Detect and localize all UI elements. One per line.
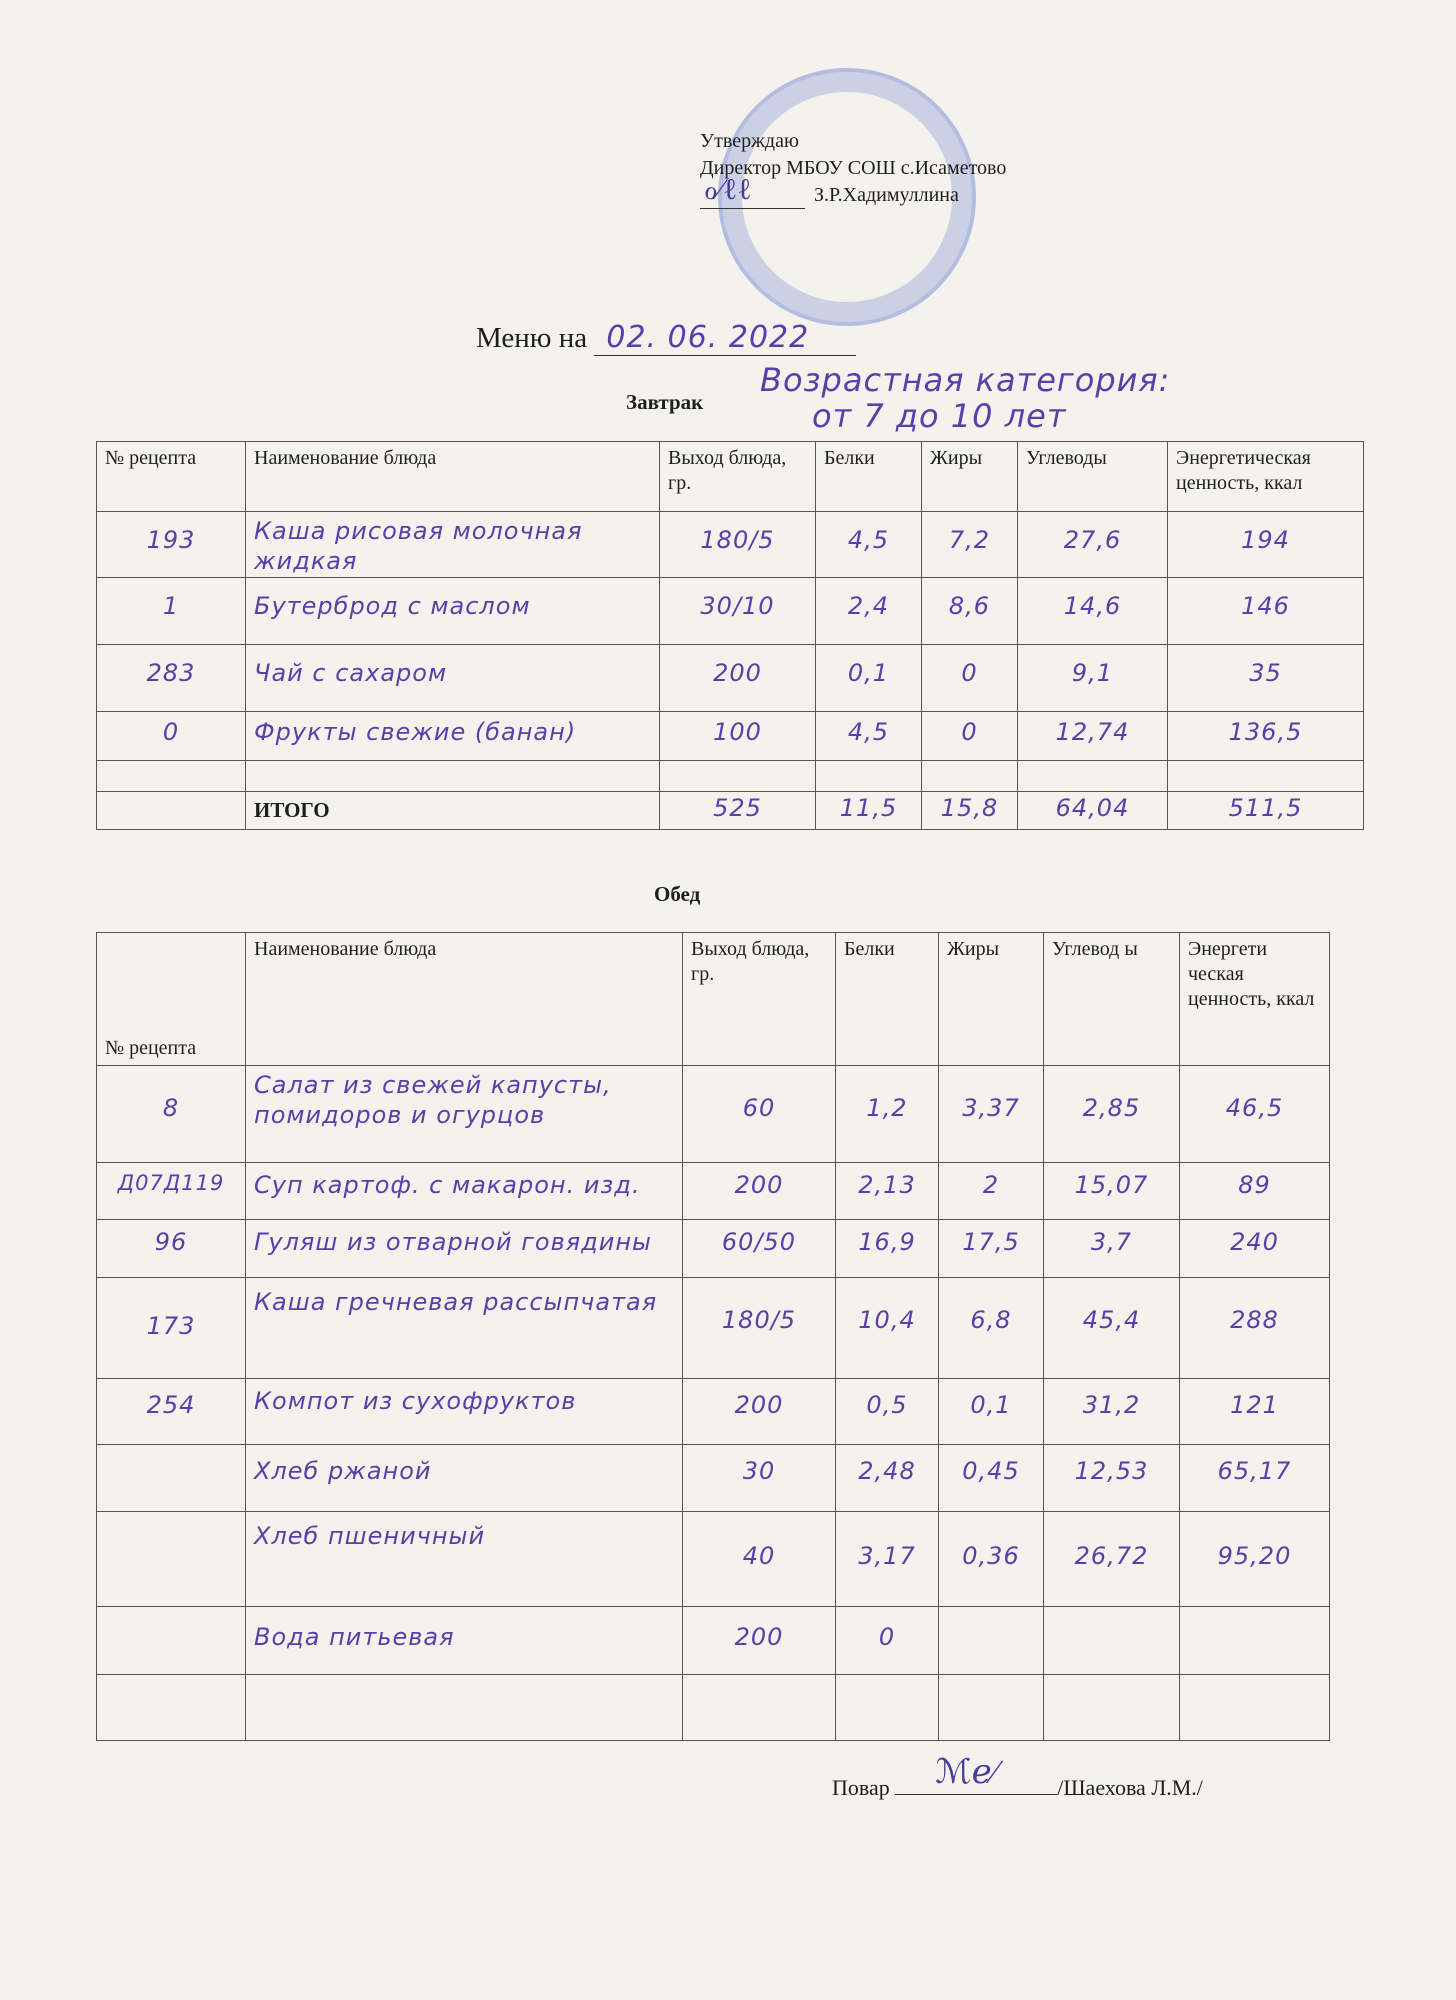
yield: 200	[713, 659, 762, 687]
fat: 3,37	[962, 1094, 1020, 1122]
recipe-no: 1	[162, 592, 180, 620]
table-row	[97, 1512, 1330, 1607]
carbs: 15,07	[1074, 1171, 1149, 1199]
energy: 194	[1241, 526, 1290, 554]
carbs: 9,1	[1071, 659, 1114, 687]
director-signature: ℴ∕ℓℓ	[704, 173, 752, 206]
table-row	[97, 1220, 1330, 1278]
yield: 30/10	[700, 592, 775, 620]
director-name: З.Р.Хадимуллина	[814, 184, 959, 206]
fat: 8,6	[948, 592, 991, 620]
dish-name: Фрукты свежие (банан)	[254, 718, 577, 746]
protein: 0	[878, 1623, 896, 1651]
protein: 0,5	[866, 1391, 908, 1419]
recipe-no: 8	[162, 1094, 180, 1122]
header-carbs: Углеводы	[1018, 442, 1168, 512]
fat: 6,8	[970, 1306, 1012, 1334]
director-title: Директор МБОУ СОШ с.Исаметово	[700, 157, 1007, 179]
approval-block	[700, 128, 1006, 209]
breakfast-header-row	[97, 442, 1364, 512]
breakfast-total-row	[97, 792, 1364, 830]
approve-label: Утверждаю	[700, 130, 799, 152]
dish-name: Хлеб ржаной	[254, 1457, 432, 1485]
yield: 40	[742, 1542, 776, 1570]
recipe-no: 254	[146, 1391, 196, 1419]
dish-name: Суп картоф. с макарон. изд.	[254, 1171, 641, 1199]
protein: 16,9	[858, 1228, 916, 1256]
dish-name: Каша рисовая молочная жидкая	[254, 517, 583, 575]
header-carbs: Углевод ы	[1044, 933, 1180, 1066]
menu-title	[476, 320, 856, 356]
total-carbs: 64,04	[1055, 794, 1130, 822]
fat: 0,36	[962, 1542, 1020, 1570]
protein: 3,17	[858, 1542, 916, 1570]
yield: 200	[734, 1623, 784, 1651]
recipe-no: 193	[146, 526, 196, 554]
dish-name: Гуляш из отварной говядины	[254, 1228, 652, 1256]
energy: 46,5	[1225, 1094, 1284, 1122]
total-label: ИТОГО	[246, 792, 660, 830]
header-energy: Энергети ческая ценность, ккал	[1180, 933, 1330, 1066]
table-row	[97, 1066, 1330, 1163]
total-yield: 525	[713, 794, 762, 822]
table-row-empty	[97, 1675, 1330, 1741]
fat: 2	[982, 1171, 1000, 1199]
dish-name: Бутерброд с маслом	[254, 592, 531, 620]
header-fat: Жиры	[922, 442, 1018, 512]
header-energy: Энергетическая ценность, ккал	[1168, 442, 1364, 512]
fat: 0,45	[962, 1457, 1020, 1485]
yield: 30	[742, 1457, 776, 1485]
fat: 0,1	[970, 1391, 1012, 1419]
table-row	[97, 712, 1364, 761]
fat: 0	[961, 718, 978, 746]
header-dish-name: Наименование блюда	[246, 933, 683, 1066]
dish-name: Хлеб пшеничный	[254, 1522, 486, 1550]
energy: 240	[1230, 1228, 1279, 1256]
energy: 146	[1241, 592, 1290, 620]
yield: 100	[713, 718, 762, 746]
yield: 200	[734, 1171, 784, 1199]
protein: 2,48	[858, 1457, 916, 1485]
energy: 136,5	[1228, 718, 1303, 746]
carbs: 45,4	[1082, 1306, 1141, 1334]
director-signature-line	[700, 173, 805, 209]
protein: 2,13	[858, 1171, 916, 1199]
lunch-table	[96, 932, 1330, 1741]
table-row	[97, 1607, 1330, 1675]
table-row	[97, 645, 1364, 712]
dish-name: Вода питьевая	[254, 1623, 455, 1651]
recipe-no: 173	[146, 1312, 196, 1340]
fat: 17,5	[962, 1228, 1020, 1256]
header-recipe-no: № рецепта	[97, 933, 246, 1066]
dish-name: Салат из свежей капусты, помидоров и огурцов	[254, 1071, 612, 1129]
carbs: 3,7	[1090, 1228, 1133, 1256]
cook-label: Повар	[832, 1775, 890, 1800]
table-row	[97, 578, 1364, 645]
dish-name: Каша гречневая рассыпчатая	[254, 1288, 658, 1316]
header-yield: Выход блюда, гр.	[683, 933, 836, 1066]
fat: 0	[961, 659, 978, 687]
carbs: 14,6	[1063, 592, 1122, 620]
total-protein: 11,5	[839, 794, 898, 822]
cook-signature-line	[895, 1754, 1057, 1795]
carbs: 31,2	[1082, 1391, 1141, 1419]
table-row	[97, 1445, 1330, 1512]
cook-signature: ℳℯ∕	[935, 1754, 998, 1791]
yield: 60	[742, 1094, 776, 1122]
table-row-empty	[97, 761, 1364, 792]
protein: 10,4	[858, 1306, 916, 1334]
carbs: 12,53	[1074, 1457, 1149, 1485]
energy: 35	[1249, 659, 1282, 687]
age-category-line2: от 7 до 10 лет	[812, 397, 1067, 435]
header-fat: Жиры	[939, 933, 1044, 1066]
energy: 65,17	[1217, 1457, 1292, 1485]
protein: 4,5	[847, 718, 890, 746]
header-protein: Белки	[836, 933, 939, 1066]
cook-name: /Шаехова Л.М./	[1057, 1775, 1203, 1800]
yield: 200	[734, 1391, 784, 1419]
protein: 0,1	[847, 659, 890, 687]
age-category-line1: Возрастная категория:	[760, 361, 1171, 399]
lunch-header-row	[97, 933, 1330, 1066]
recipe-no: 283	[146, 659, 196, 687]
fat: 7,2	[948, 526, 991, 554]
header-protein: Белки	[816, 442, 922, 512]
carbs: 26,72	[1074, 1542, 1149, 1570]
protein: 4,5	[847, 526, 890, 554]
carbs: 12,74	[1055, 718, 1130, 746]
breakfast-title: Завтрак	[626, 390, 704, 414]
energy: 288	[1230, 1306, 1279, 1334]
energy: 121	[1230, 1391, 1279, 1419]
table-row	[97, 1379, 1330, 1445]
protein: 2,4	[847, 592, 890, 620]
age-category	[760, 362, 1170, 434]
table-row	[97, 1163, 1330, 1220]
lunch-title: Обед	[654, 882, 701, 906]
header-yield: Выход блюда, гр.	[660, 442, 816, 512]
energy: 95,20	[1217, 1542, 1292, 1570]
protein: 1,2	[866, 1094, 908, 1122]
total-energy: 511,5	[1228, 794, 1303, 822]
energy: 89	[1238, 1171, 1271, 1199]
recipe-no: 0	[162, 718, 180, 746]
table-row	[97, 512, 1364, 578]
table-row	[97, 1278, 1330, 1379]
header-dish-name: Наименование блюда	[246, 442, 660, 512]
menu-title-prefix: Меню на	[476, 322, 588, 354]
dish-name: Компот из сухофруктов	[254, 1387, 577, 1415]
recipe-no: 96	[154, 1228, 188, 1256]
breakfast-table	[96, 441, 1364, 830]
yield: 180/5	[721, 1306, 797, 1334]
carbs: 2,85	[1082, 1094, 1141, 1122]
yield: 60/50	[721, 1228, 797, 1256]
carbs: 27,6	[1063, 526, 1122, 554]
recipe-no: Д07Д119	[117, 1171, 225, 1195]
dish-name: Чай с сахаром	[254, 659, 448, 687]
cook-signature-block	[832, 1754, 1203, 1801]
yield: 180/5	[700, 526, 775, 554]
total-fat: 15,8	[940, 794, 999, 822]
menu-date: 02. 06. 2022	[594, 320, 856, 356]
header-recipe-no: № рецепта	[97, 442, 246, 512]
